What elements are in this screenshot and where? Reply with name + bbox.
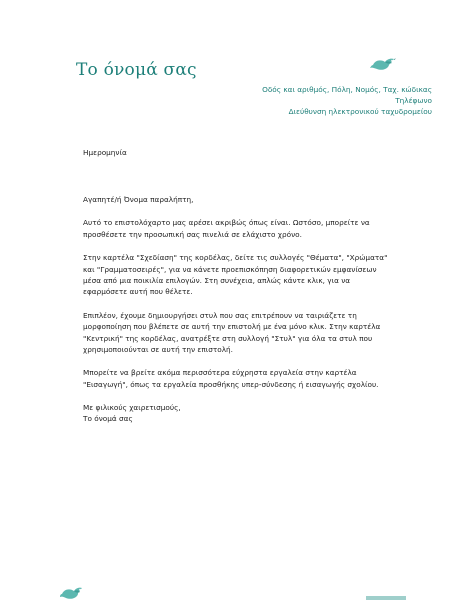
- bird-icon: [60, 584, 84, 600]
- sender-contact-block: [262, 84, 432, 117]
- paragraph-3: [83, 310, 428, 356]
- signature: Το όνομά σας: [83, 414, 133, 424]
- sender-phone: Τηλέφωνο: [395, 96, 432, 105]
- paragraph-1: [83, 217, 428, 240]
- paragraph-4: [83, 367, 428, 390]
- sender-name: Το όνομά σας: [76, 60, 197, 80]
- paragraph-line: μορφοποίηση που βλέπετε σε αυτή την επιστολή με ένα μόνο κλικ. Στην καρτέλα: [83, 322, 381, 332]
- paragraph-line: "Κεντρική" της κορδέλας, ανατρέξτε στη συλλογή "Στυλ" για όλα τα στυλ που: [83, 333, 373, 343]
- paragraph-line: "Εισαγωγή", όπως τα εργαλεία προσθήκης υπερ-σύνδεσης ή εισαγωγής σχολίου.: [83, 379, 379, 389]
- paragraph-line: και "Γραμματοσειρές", για να κάνετε προεπισκόπηση διαφορετικών εμφανίσεων: [83, 264, 377, 274]
- paragraph-line: Στην καρτέλα "Σχεδίαση" της κορδέλας, δείτε τις συλλογές "Θέματα", "Χρώματα": [83, 253, 388, 263]
- closing: Με φιλικούς χαιρετισμούς,: [83, 403, 181, 413]
- paragraph-line: Αυτό το επιστολόχαρτο μας αρέσει ακριβώς όπως είναι. Ωστόσο, μπορείτε να: [83, 218, 370, 228]
- footer-accent-bar: [366, 596, 406, 600]
- letter-body: [83, 194, 428, 425]
- paragraph-line: χρησιμοποιούνται σε αυτή την επιστολή.: [83, 344, 233, 354]
- paragraph-line: προσθέσετε την προσωπική σας πινελιά σε ελάχιστο χρόνο.: [83, 229, 302, 239]
- paragraph-line: Μπορείτε να βρείτε ακόμα περισσότερα εύχρηστα εργαλεία στην καρτέλα: [83, 368, 357, 378]
- sender-email: Διεύθυνση ηλεκτρονικού ταχυδρομείου: [288, 107, 432, 116]
- paragraph-2: [83, 252, 428, 298]
- letter-date: Ημερομηνία: [83, 148, 127, 157]
- paragraph-line: μέσα από μια ποικιλία επιλογών. Στη συνέχεια, απλώς κάντε κλικ, για να: [83, 275, 351, 285]
- paragraph-line: Επιπλέον, έχουμε δημιουργήσει στυλ που σας επιτρέπουν να ταιριάζετε τη: [83, 310, 357, 320]
- salutation: Αγαπητέ/ή Όνομα παραλήπτη,: [83, 195, 194, 204]
- sender-address: Οδός και αριθμός, Πόλη, Νομός, Ταχ. κώδικας: [262, 85, 432, 94]
- bird-icon: [370, 56, 396, 72]
- paragraph-line: εφαρμόσετε αυτή που θέλετε.: [83, 287, 193, 297]
